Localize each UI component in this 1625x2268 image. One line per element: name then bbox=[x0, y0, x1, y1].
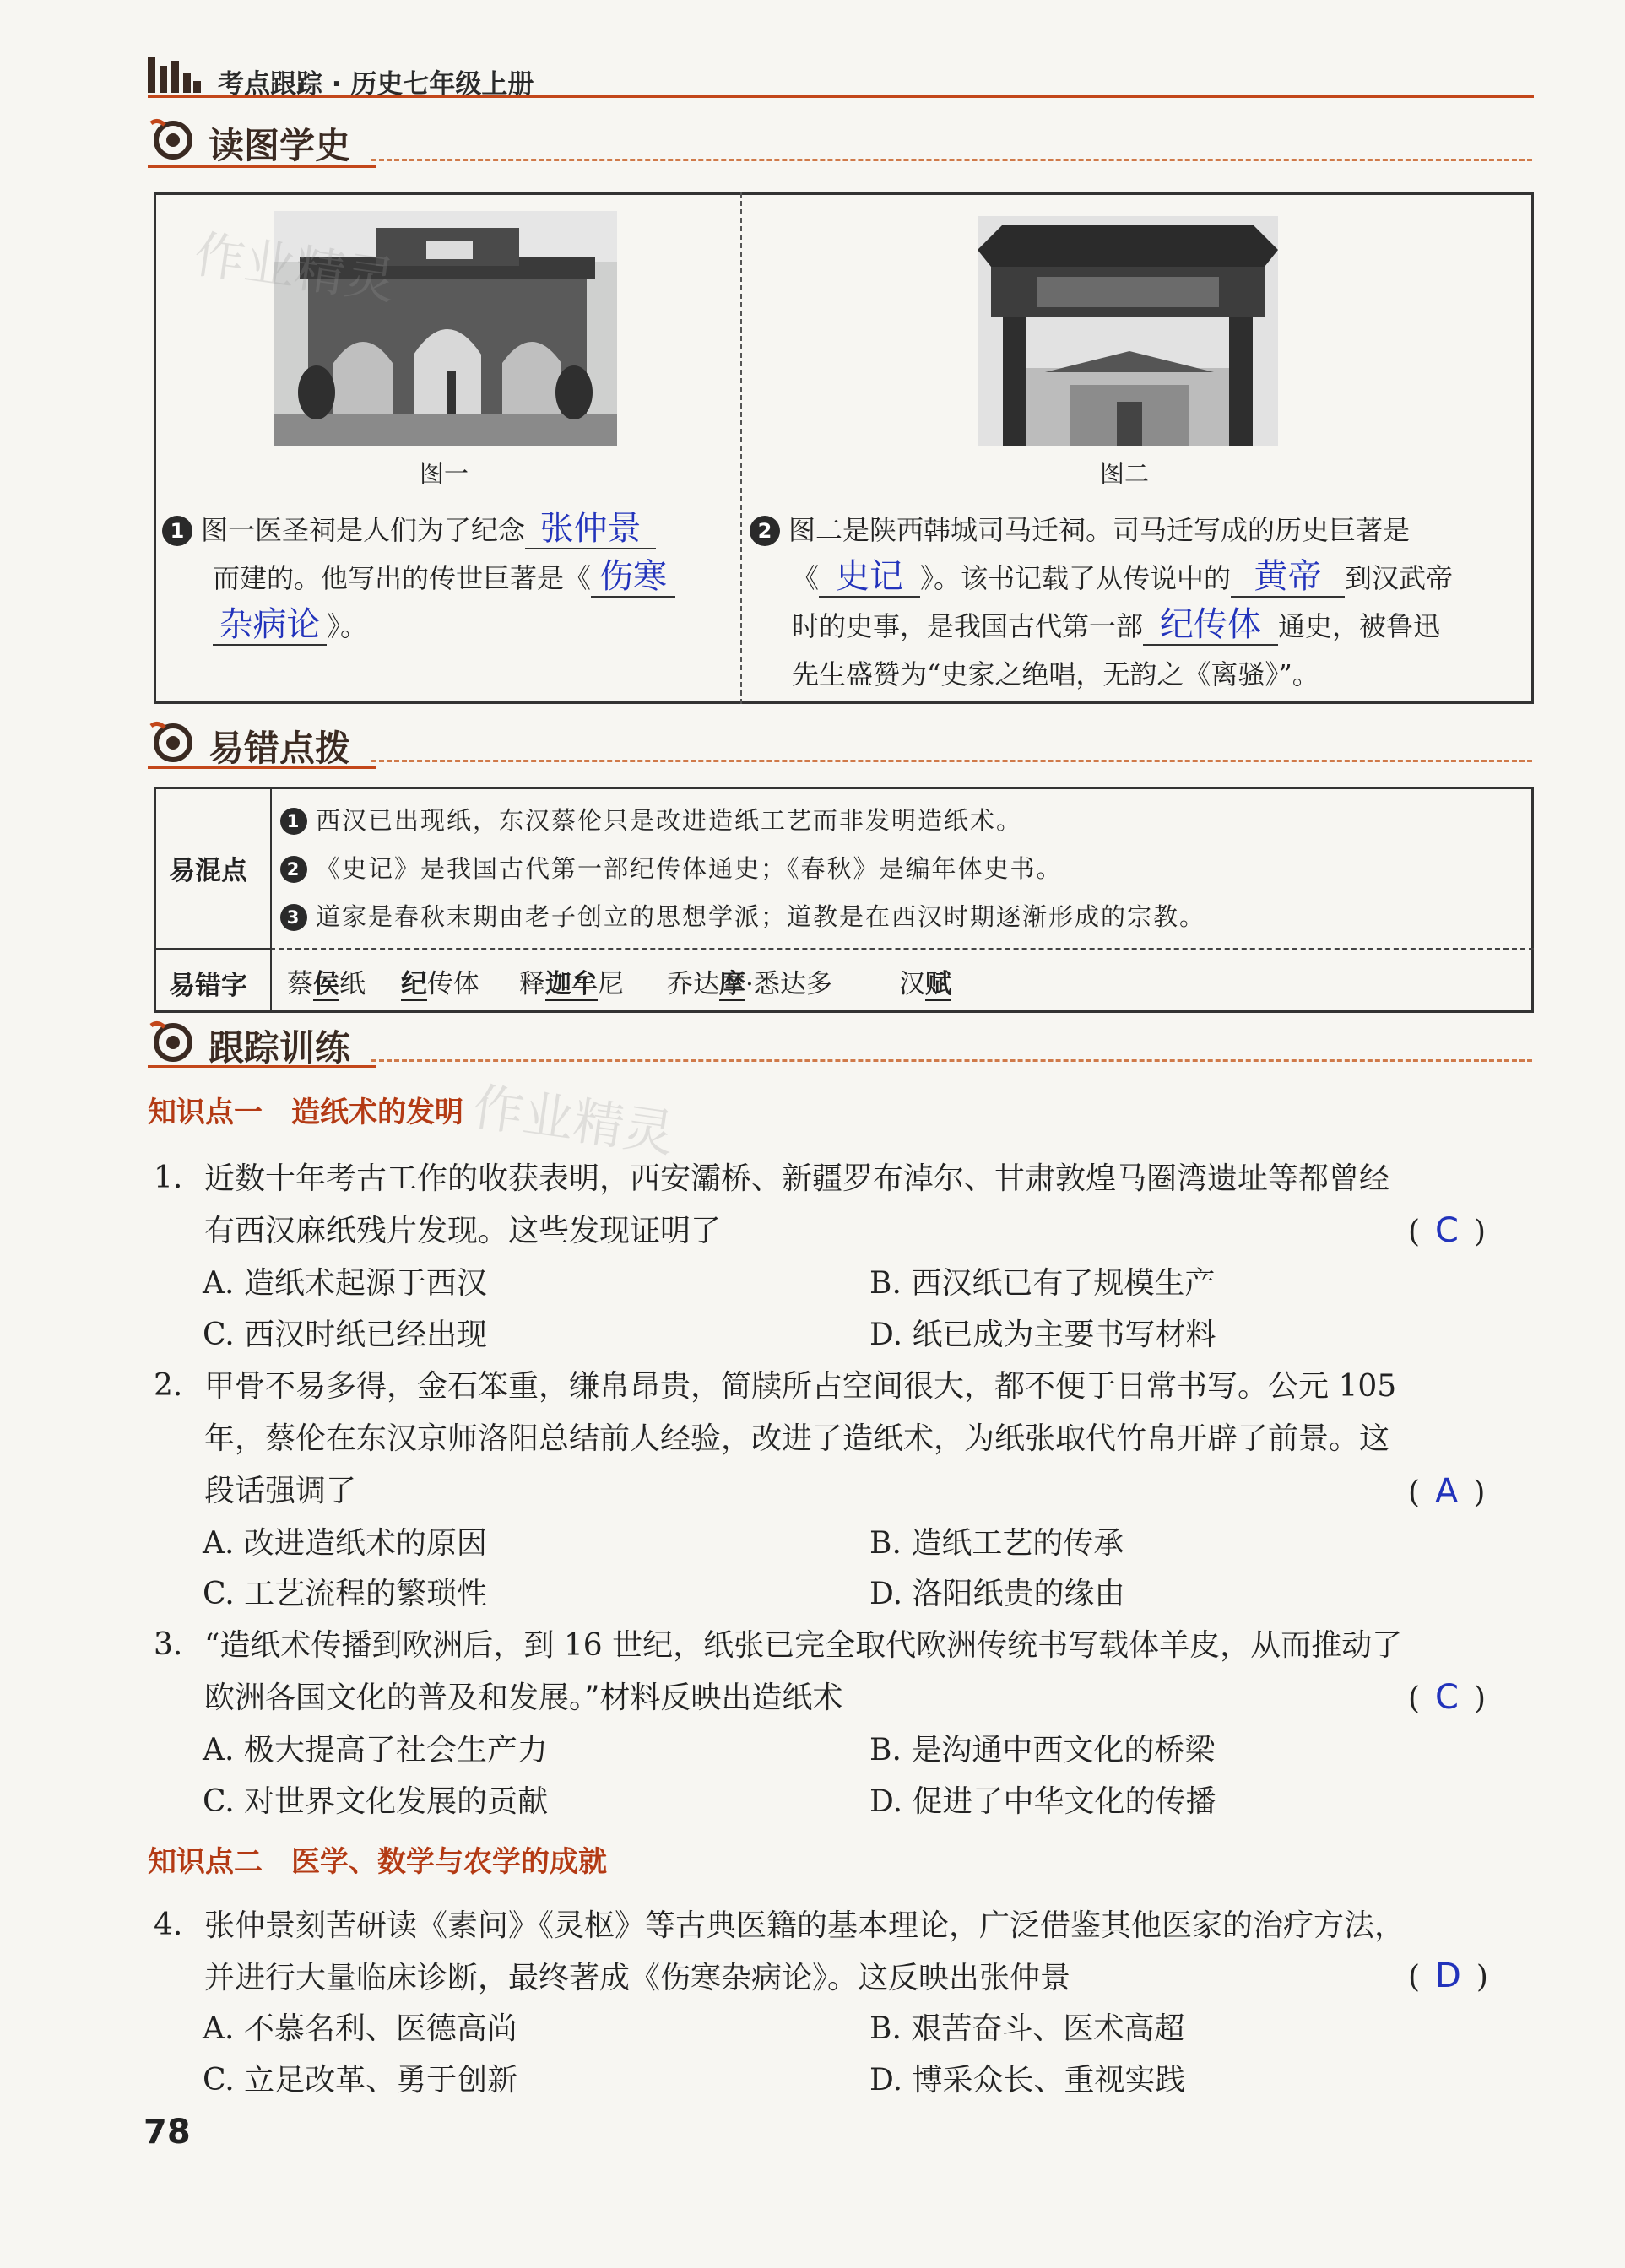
option: D. 纸已成为主要书写材料 bbox=[869, 1318, 1216, 1352]
answer-bracket: ( A ) bbox=[1408, 1472, 1486, 1511]
option: D. 博采众长、重视实践 bbox=[869, 2063, 1186, 2097]
mistakes-box-rule bbox=[154, 948, 272, 950]
section-underline bbox=[148, 1065, 376, 1068]
figure-1-caption: 图一 bbox=[420, 459, 469, 488]
section-dashed-rule bbox=[371, 1059, 1532, 1062]
confuse-point: 2 《史记》是我国古代第一部纪传体通史；《春秋》是编年体史书。 bbox=[280, 850, 1063, 885]
option: D. 促进了中华文化的传播 bbox=[869, 1784, 1216, 1819]
item-number-badge: 3 bbox=[280, 904, 307, 931]
option: C. 立足改革、勇于创新 bbox=[203, 2063, 518, 2097]
question-number: 2. bbox=[154, 1368, 183, 1403]
target-icon bbox=[148, 116, 195, 160]
answer-bracket: ( C ) bbox=[1408, 1211, 1487, 1250]
answer-blank: 黄帝 bbox=[1231, 557, 1345, 598]
answer-bracket: ( C ) bbox=[1408, 1678, 1487, 1717]
item-number-badge: 2 bbox=[280, 856, 307, 883]
option: A. 改进造纸术的原因 bbox=[203, 1526, 487, 1561]
option: D. 洛阳纸贵的缘由 bbox=[869, 1577, 1125, 1611]
section-dashed-rule bbox=[371, 760, 1532, 762]
section-dashed-rule bbox=[371, 159, 1532, 161]
answer-value: D bbox=[1435, 1957, 1461, 1995]
option: B. 艰苦奋斗、医术高超 bbox=[869, 2011, 1185, 2046]
wrong-char-word: 汉赋 bbox=[899, 969, 951, 999]
figure-1-question: 1 图一医圣祠是人们为了纪念 张仲景 而建的。他写出的传世巨著是《 伤寒 杂病论 》。 bbox=[162, 506, 732, 651]
item-number-badge: 1 bbox=[162, 516, 192, 546]
question-number: 1. bbox=[154, 1161, 183, 1195]
target-icon bbox=[148, 1019, 195, 1063]
knowledge-point-2: 知识点二 医学、数学与农学的成就 bbox=[148, 1845, 607, 1879]
answer-blank: 杂病论 bbox=[213, 605, 327, 646]
option: B. 造纸工艺的传承 bbox=[869, 1526, 1124, 1561]
section-underline bbox=[148, 165, 376, 168]
question-2-stem: 甲骨不易多得，金石笨重，缣帛昂贵，简牍所占空间很大，都不便于日常书写。公元 105 年，蔡伦在东汉京师洛阳总结前人经验，改进了造纸术，为纸张取代竹帛开辟了前景。这 段话强调了 bbox=[204, 1369, 1397, 1508]
photo-simaqian-shrine bbox=[978, 216, 1278, 446]
answer-blank: 张仲景 bbox=[525, 509, 656, 549]
figure-2-question: 2 图二是陕西韩城司马迁祠。司马迁写成的历史巨著是 《 史记 》。该书记载了从传说中的 黄帝 到汉武帝 时的史事，是我国古代第一部 纪传体 通史，被鲁迅 先生盛赞为“史家之绝唱，无韵之《离骚》”。 bbox=[750, 506, 1526, 699]
knowledge-point-1: 知识点一 造纸术的发明 bbox=[148, 1096, 463, 1129]
section-title: 易错点拨 bbox=[209, 728, 351, 769]
mistakes-box-rule bbox=[270, 948, 1534, 950]
option: C. 工艺流程的繁琐性 bbox=[203, 1577, 488, 1611]
answer-blank: 纪传体 bbox=[1143, 605, 1278, 646]
answer-blank: 伤寒 bbox=[591, 557, 675, 598]
wrong-char-word: 纪传体 bbox=[401, 969, 479, 999]
header-bars-icon bbox=[148, 57, 200, 93]
option: B. 是沟通中西文化的桥梁 bbox=[869, 1733, 1216, 1767]
confuse-point: 1 西汉已出现纸，东汉蔡伦只是改进造纸工艺而非发明造纸术。 bbox=[280, 802, 1022, 836]
answer-value: C bbox=[1435, 1211, 1459, 1250]
section-title: 读图学史 bbox=[209, 125, 351, 166]
watermark: 作业精灵 bbox=[469, 1077, 679, 1165]
question-number: 3. bbox=[154, 1627, 183, 1662]
option: C. 西汉时纸已经出现 bbox=[203, 1318, 488, 1352]
answer-value: A bbox=[1435, 1472, 1459, 1511]
option: A. 极大提高了社会生产力 bbox=[203, 1733, 548, 1767]
item-number-badge: 2 bbox=[750, 516, 780, 546]
question-3-stem: “造纸术传播到欧洲后，到 16 世纪，纸张已完全取代欧洲传统书写载体羊皮，从而推动了 欧洲各国文化的普及和发展。”材料反映出造纸术 bbox=[204, 1628, 1403, 1715]
header-rule bbox=[148, 95, 1534, 98]
answer-bracket: ( D ) bbox=[1408, 1957, 1488, 1995]
wrong-char-word: 乔达摩·悉达多 bbox=[667, 969, 832, 999]
option: C. 对世界文化发展的贡献 bbox=[203, 1784, 549, 1819]
figure-box-divider bbox=[740, 192, 742, 704]
wrong-char-label: 易错字 bbox=[169, 971, 247, 1001]
confuse-points-label: 易混点 bbox=[169, 856, 247, 886]
wrong-char-word: 蔡侯纸 bbox=[287, 969, 366, 999]
section-title: 跟踪训练 bbox=[209, 1027, 351, 1069]
watermark: 作业精灵 bbox=[190, 225, 400, 312]
option: A. 不慕名利、医德高尚 bbox=[203, 2011, 517, 2046]
figure-2-caption: 图二 bbox=[1100, 459, 1150, 488]
section-underline bbox=[148, 766, 376, 769]
header-title: 考点跟踪 · 历史七年级上册 bbox=[218, 69, 534, 100]
answer-blank: 史记 bbox=[819, 557, 920, 598]
option: B. 西汉纸已有了规模生产 bbox=[869, 1266, 1216, 1301]
question-number: 4. bbox=[154, 1908, 183, 1942]
answer-value: C bbox=[1435, 1678, 1459, 1717]
option: A. 造纸术起源于西汉 bbox=[203, 1266, 487, 1301]
item-number-badge: 1 bbox=[280, 808, 307, 835]
target-icon bbox=[148, 719, 195, 763]
question-4-stem: 张仲景刻苦研读《素问》《灵枢》等古典医籍的基本理论，广泛借鉴其他医家的治疗方法， 并进行大量临床诊断，最终著成《伤寒杂病论》。这反映出张仲景 bbox=[204, 1908, 1406, 1995]
question-1-stem: 近数十年考古工作的收获表明，西安灞桥、新疆罗布淖尔、甘肃敦煌马圈湾遗址等都曾经 有西汉麻纸残片发现。这些发现证明了 bbox=[204, 1161, 1390, 1248]
page-number: 78 bbox=[144, 2113, 191, 2152]
mistakes-box-divider bbox=[270, 787, 272, 1013]
confuse-point: 3 道家是春秋末期由老子创立的思想学派；道教是在西汉时期逐渐形成的宗教。 bbox=[280, 898, 1205, 933]
wrong-char-word: 释迦牟尼 bbox=[519, 969, 624, 999]
